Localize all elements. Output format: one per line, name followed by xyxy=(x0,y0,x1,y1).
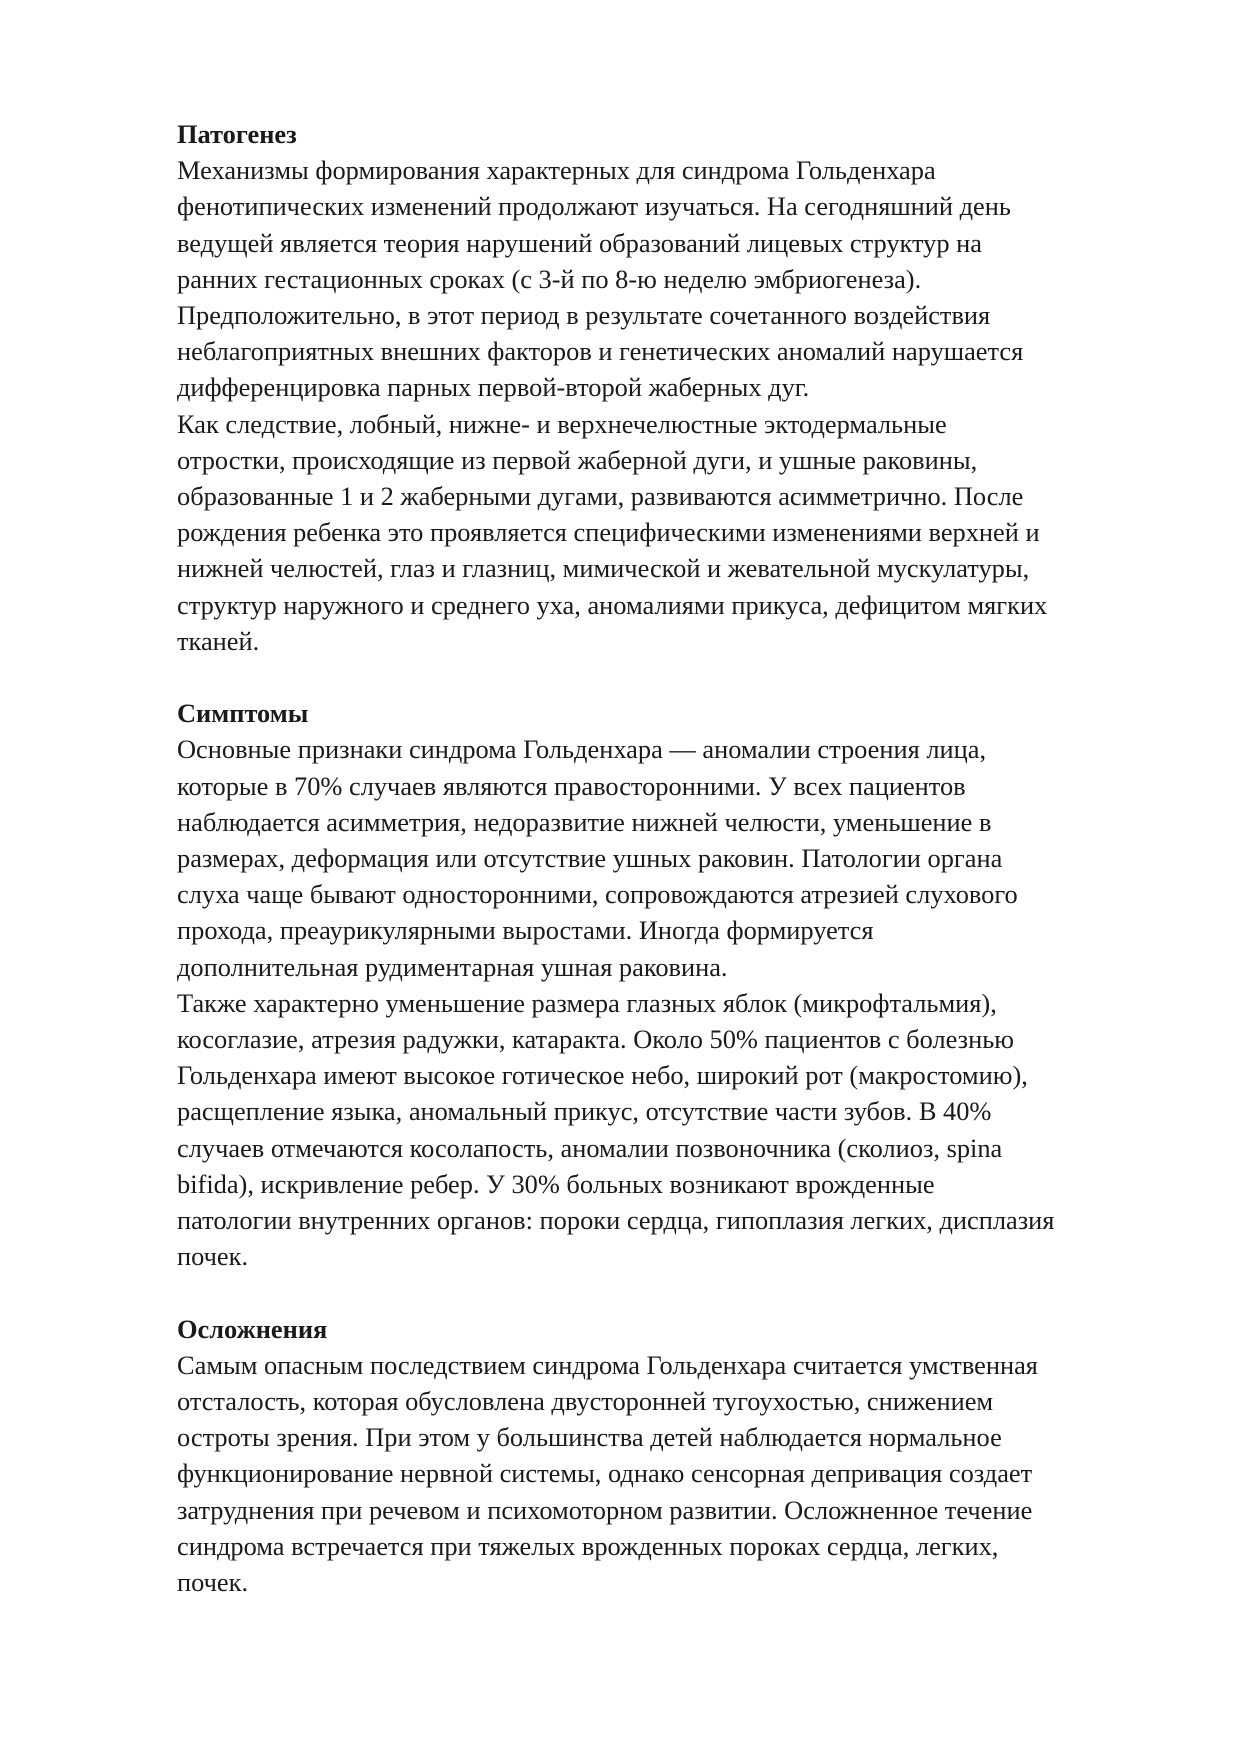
text-line: рождения ребенка это проявляется специфическими изменениями верхней и xyxy=(177,517,1040,548)
text-line: ранних гестационных сроках (с 3-й по 8-ю неделю эмбриогенеза). xyxy=(177,263,922,294)
text-line: наблюдается асимметрия, недоразвитие нижней челюсти, уменьшение в xyxy=(177,806,992,837)
text-line: Самым опасным последствием синдрома Гольденхара считается умственная xyxy=(177,1349,1038,1380)
text-line: почек. xyxy=(177,1241,249,1272)
paragraph xyxy=(177,1347,1157,1600)
text-line: Механизмы формирования характерных для синдрома Гольденхара xyxy=(177,155,936,186)
text-line: bifida), искривление ребер. У 30% больных возникают врожденные xyxy=(177,1168,935,1199)
text-line: синдрома встречается при тяжелых врожденных пороках сердца, легких, xyxy=(177,1530,999,1561)
text-line: функционирование нервной системы, однако сенсорная депривация создает xyxy=(177,1458,1033,1489)
text-line: образованные 1 и 2 жаберными дугами, развиваются асимметрично. После xyxy=(177,481,1024,512)
text-line: ведущей является теория нарушений образований лицевых структур на xyxy=(177,227,983,258)
text-line: тканей. xyxy=(177,625,260,656)
text-line: размерах, деформация или отсутствие ушных раковин. Патологии органа xyxy=(177,843,1003,874)
text-line: нижней челюстей, глаз и глазниц, мимической и жевательной мускулатуры, xyxy=(177,553,1030,584)
text-line: Основные признаки синдрома Гольденхара — аномалии строения лица, xyxy=(177,734,987,765)
paragraph xyxy=(177,406,1157,659)
section-complications xyxy=(177,1311,1157,1601)
text-line: расщепление языка, аномальный прикус, отсутствие части зубов. В 40% xyxy=(177,1096,992,1127)
text-line: Как следствие, лобный, нижне- и верхнечелюстные эктодермальные xyxy=(177,408,947,439)
text-line: структур наружного и среднего уха, аномалиями прикуса, дефицитом мягких xyxy=(177,589,1048,620)
text-line: дифференцировка парных первой-второй жаберных дуг. xyxy=(177,372,810,403)
text-line: фенотипических изменений продолжают изучаться. На сегодняшний день xyxy=(177,191,1011,222)
document-page xyxy=(177,116,1157,1636)
text-line: случаев отмечаются косолапость, аномалии позвоночника (сколиоз, spina xyxy=(177,1132,1003,1163)
text-line: отсталость, которая обусловлена двусторонней тугоухостью, снижением xyxy=(177,1386,994,1417)
text-line: неблагоприятных внешних факторов и генетических аномалий нарушается xyxy=(177,336,1024,367)
text-line: прохода, преаурикулярными выростами. Иногда формируется xyxy=(177,915,874,946)
text-line: Предположительно, в этот период в результате сочетанного воздействия xyxy=(177,300,991,331)
text-line: Гольденхара имеют высокое готическое небо, широкий рот (макростомию), xyxy=(177,1060,1028,1091)
section-heading: Осложнения xyxy=(177,1313,328,1344)
text-line: Также характерно уменьшение размера глазных яблок (микрофтальмия), xyxy=(177,987,997,1018)
paragraph xyxy=(177,985,1157,1275)
text-line: остроты зрения. При этом у большинства детей наблюдается нормальное xyxy=(177,1422,1002,1453)
text-line: слуха чаще бывают односторонними, сопровождаются атрезией слухового xyxy=(177,879,1018,910)
text-line: патологии внутренних органов: пороки сердца, гипоплазия легких, дисплазия xyxy=(177,1205,1055,1236)
text-line: отростки, происходящие из первой жаберной дуги, и ушные раковины, xyxy=(177,444,978,475)
paragraph xyxy=(177,731,1157,984)
text-line: затруднения при речевом и психомоторном развитии. Осложненное течение xyxy=(177,1494,1033,1525)
section-heading: Симптомы xyxy=(177,698,309,729)
section-pathogenesis xyxy=(177,116,1157,659)
text-line: дополнительная рудиментарная ушная раковина. xyxy=(177,951,728,982)
section-symptoms xyxy=(177,695,1157,1274)
text-line: почек. xyxy=(177,1567,249,1598)
paragraph xyxy=(177,152,1157,405)
section-heading: Патогенез xyxy=(177,119,297,149)
text-line: которые в 70% случаев являются правосторонними. У всех пациентов xyxy=(177,770,966,801)
text-line: косоглазие, атрезия радужки, катаракта. Около 50% пациентов с болезнью xyxy=(177,1024,1014,1055)
